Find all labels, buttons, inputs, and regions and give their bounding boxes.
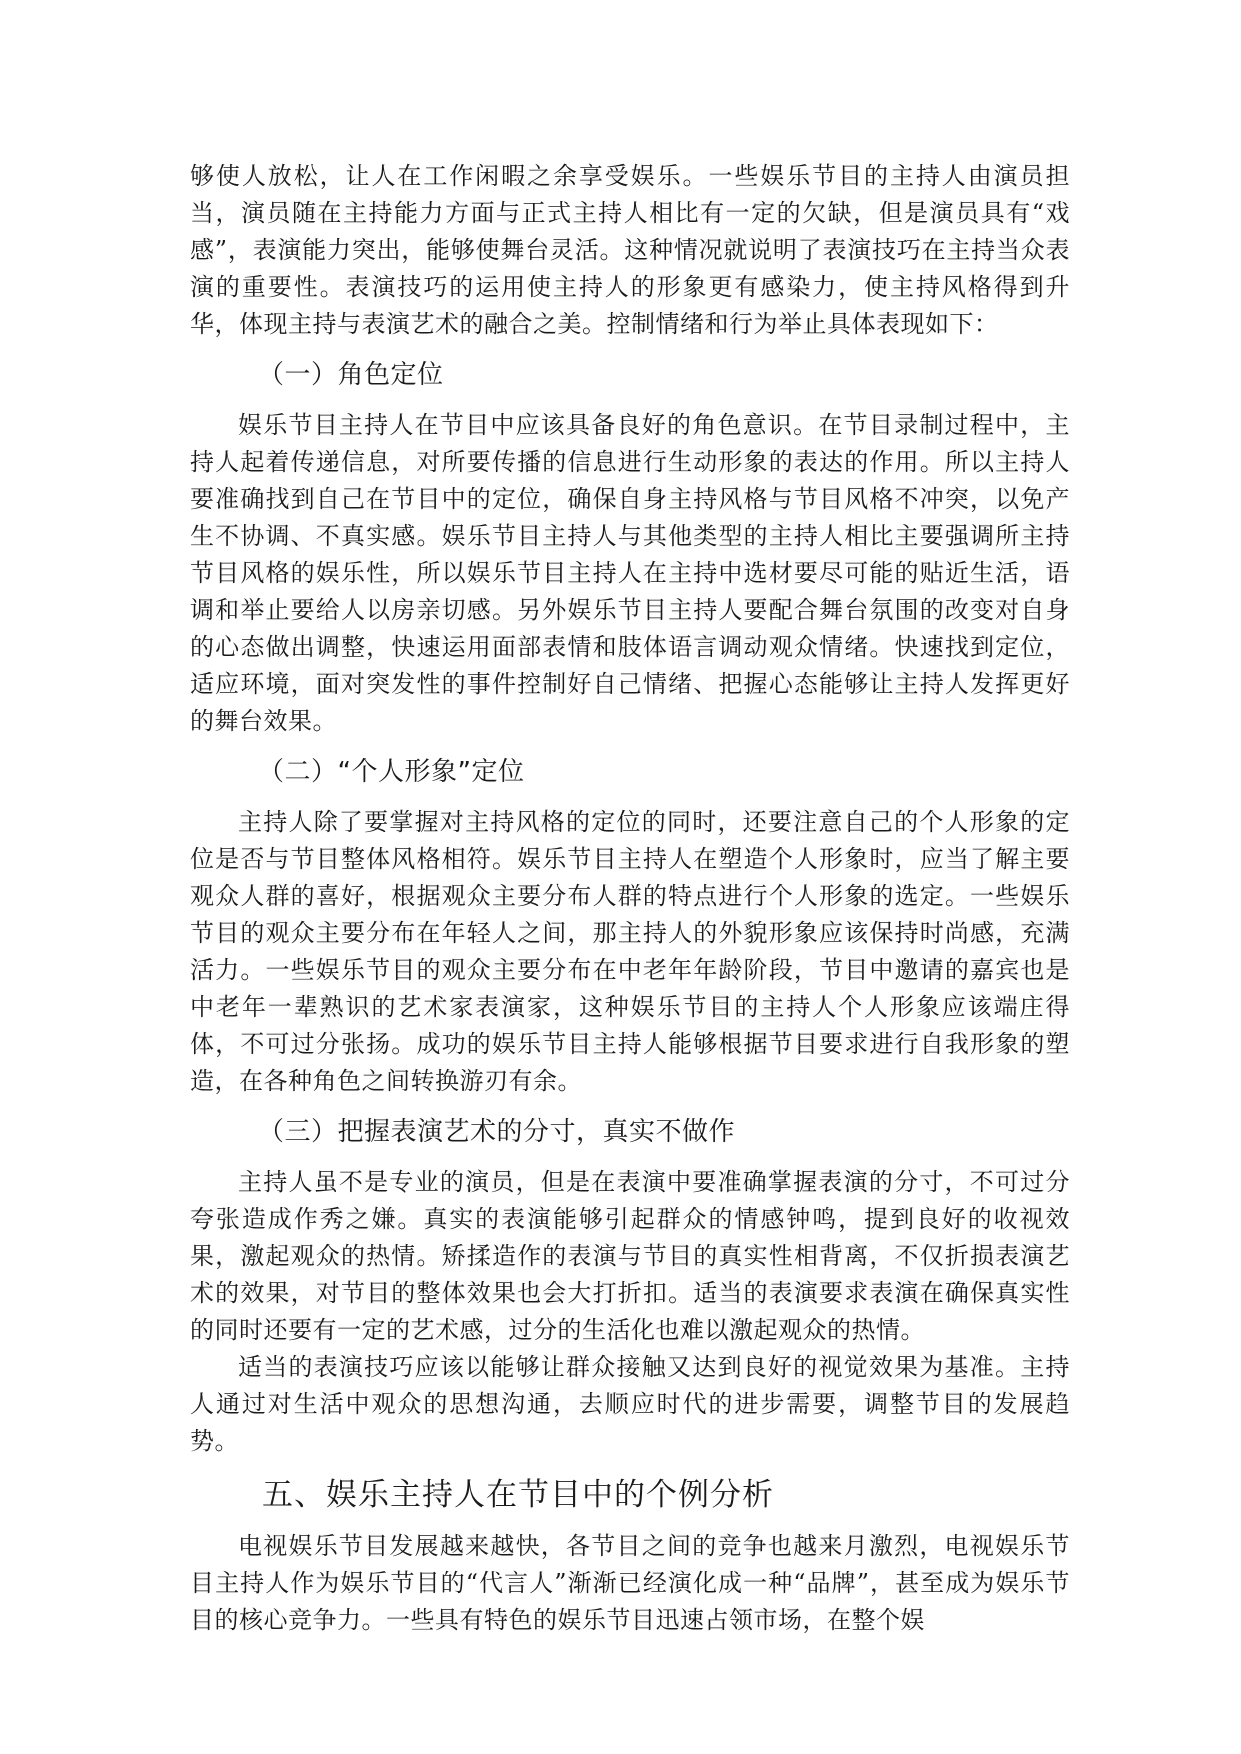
paragraph-role-positioning: 娱乐节目主持人在节目中应该具备良好的角色意识。在节目录制过程中，主持人起着传递信息，对所要传播的信息进行生动形象的表达的作用。所以主持人要准确找到自己在节目中的定位，确保自身主持风格与节目风格不冲突，以免产生不协调、不真实感。娱乐节目主持人与其他类型的主持人相比主要强调所主持节目风格的娱乐性，所以娱乐节目主持人在主持中选材要尽可能的贴近生活，语调和举止要给人以房亲切感。另外娱乐节目主持人要配合舞台氛围的改变对自身的心态做出调整，快速运用面部表情和肢体语言调动观众情绪。快速找到定位，适应环境，面对突发性的事件控制好自己情绪、把握心态能够让主持人发挥更好的舞台效果。: [190, 411, 1070, 735]
paragraph-case-analysis: 电视娱乐节目发展越来越快，各节目之间的竞争也越来月激烈，电视娱乐节目主持人作为娱乐节目的“代言人”渐渐已经演化成一种“品牌”，甚至成为娱乐节目的核心竞争力。一些具有特色的娱乐节目迅速占领市场，在整个娱: [190, 1532, 1070, 1634]
paragraph-performance-skill: 适当的表演技巧应该以能够让群众接触又达到良好的视觉效果为基准。主持人通过对生活中观众的思想沟通，去顺应时代的进步需要，调整节目的发展趋势。: [190, 1353, 1070, 1455]
chapter-heading-case-analysis: 五、娱乐主持人在节目中的个例分析: [262, 1477, 774, 1513]
paragraph-personal-image: 主持人除了要掌握对主持风格的定位的同时，还要注意自己的个人形象的定位是否与节目整体风格相符。娱乐节目主持人在塑造个人形象时，应当了解主要观众人群的喜好，根据观众主要分布人群的特点进行个人形象的选定。一些娱乐节目的观众主要分布在年轻人之间，那主持人的外貌形象应该保持时尚感，充满活力。一些娱乐节目的观众主要分布在中老年年龄阶段，节目中邀请的嘉宾也是中老年一辈熟识的艺术家表演家，这种娱乐节目的主持人个人形象应该端庄得体，不可过分张扬。成功的娱乐节目主持人能够根据节目要求进行自我形象的塑造，在各种角色之间转换游刃有余。: [190, 808, 1070, 1095]
paragraph-continued: 够使人放松，让人在工作闲暇之余享受娱乐。一些娱乐节目的主持人由演员担当，演员随在主持能力方面与正式主持人相比有一定的欠缺，但是演员具有“戏感”，表演能力突出，能够使舞台灵活。这种情况就说明了表演技巧在主持当众表演的重要性。表演技巧的运用使主持人的形象更有感染力，使主持风格得到升华，体现主持与表演艺术的融合之美。控制情绪和行为举止具体表现如下：: [190, 162, 1070, 338]
document-body: [190, 158, 1070, 1639]
paragraph-performance-measure: 主持人虽不是专业的演员，但是在表演中要准确掌握表演的分寸，不可过分夸张造成作秀之嫌。真实的表演能够引起群众的情感钟鸣，提到良好的收视效果，激起观众的热情。矫揉造作的表演与节目的真实性相背离，不仅折损表演艺术的效果，对节目的整体效果也会大打折扣。适当的表演要求表演在确保真实性的同时还要有一定的艺术感，过分的生活化也难以激起观众的热情。: [190, 1168, 1070, 1344]
section-heading-performance-measure: （三）把握表演艺术的分寸，真实不做作: [258, 1117, 736, 1147]
section-heading-personal-image: （二）“个人形象”定位: [258, 757, 525, 787]
section-heading-role-positioning: （一）角色定位: [258, 360, 444, 390]
